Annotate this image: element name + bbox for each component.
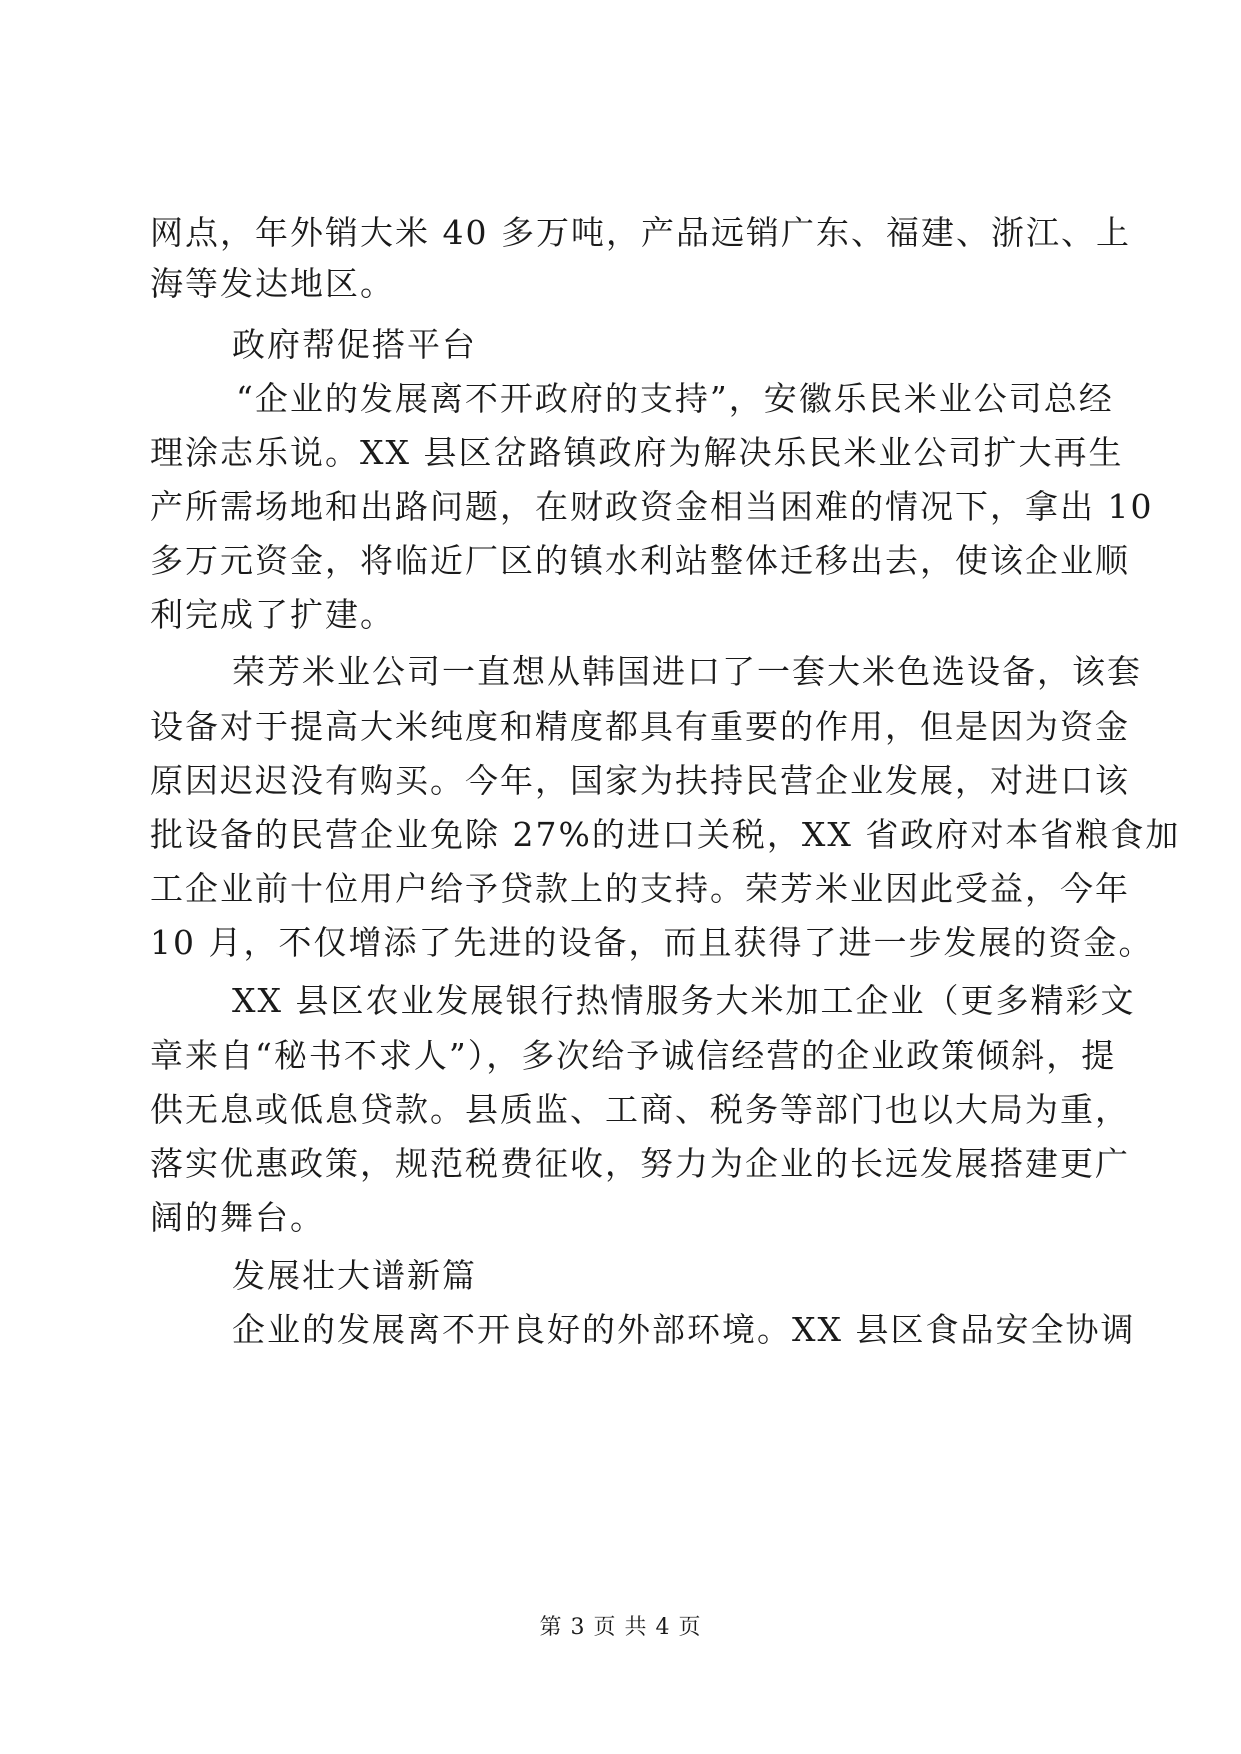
paragraph-line: 原因迟迟没有购买。今年，国家为扶持民营企业发展，对进口该 [150, 761, 1130, 800]
paragraph-line: 利完成了扩建。 [150, 595, 395, 634]
paragraph-line: 供无息或低息贷款。县质监、工商、税务等部门也以大局为重， [150, 1090, 1130, 1129]
paragraph-line: 设备对于提高大米纯度和精度都具有重要的作用，但是因为资金 [150, 707, 1130, 746]
paragraph-line: 多万元资金，将临近厂区的镇水利站整体迁移出去，使该企业顺 [150, 541, 1130, 580]
paragraph-line: 网点，年外销大米 40 多万吨，产品远销广东、福建、浙江、上 [150, 213, 1131, 252]
paragraph-line: 章来自“秘书不求人”），多次给予诚信经营的企业政策倾斜，提 [150, 1036, 1117, 1075]
paragraph-line: “企业的发展离不开政府的支持”，安徽乐民米业公司总经 [236, 379, 1114, 418]
paragraph-line: XX 县区农业发展银行热情服务大米加工企业（更多精彩文 [232, 981, 1136, 1020]
page-footer: 第 3 页 共 4 页 [539, 1615, 702, 1640]
paragraph-line: 落实优惠政策，规范税费征收，努力为企业的长远发展搭建更广 [150, 1144, 1130, 1183]
paragraph-line: 企业的发展离不开良好的外部环境。XX 县区食品安全协调 [232, 1310, 1136, 1349]
paragraph-line: 阔的舞台。 [150, 1198, 325, 1237]
section-heading: 发展壮大谱新篇 [232, 1256, 477, 1295]
paragraph-line: 工企业前十位用户给予贷款上的支持。荣芳米业因此受益，今年 [150, 869, 1130, 908]
paragraph-line: 海等发达地区。 [150, 264, 395, 303]
paragraph-line: 理涂志乐说。XX 县区岔路镇政府为解决乐民米业公司扩大再生 [150, 433, 1124, 472]
paragraph-line: 10 月，不仅增添了先进的设备，而且获得了进一步发展的资金。 [150, 923, 1154, 962]
paragraph-line: 产所需场地和出路问题，在财政资金相当困难的情况下，拿出 10 [150, 487, 1154, 526]
paragraph-line: 批设备的民营企业免除 27%的进口关税，XX 省政府对本省粮食加 [150, 815, 1181, 854]
section-heading: 政府帮促搭平台 [232, 325, 477, 364]
paragraph-line: 荣芳米业公司一直想从韩国进口了一套大米色选设备，该套 [232, 652, 1142, 691]
